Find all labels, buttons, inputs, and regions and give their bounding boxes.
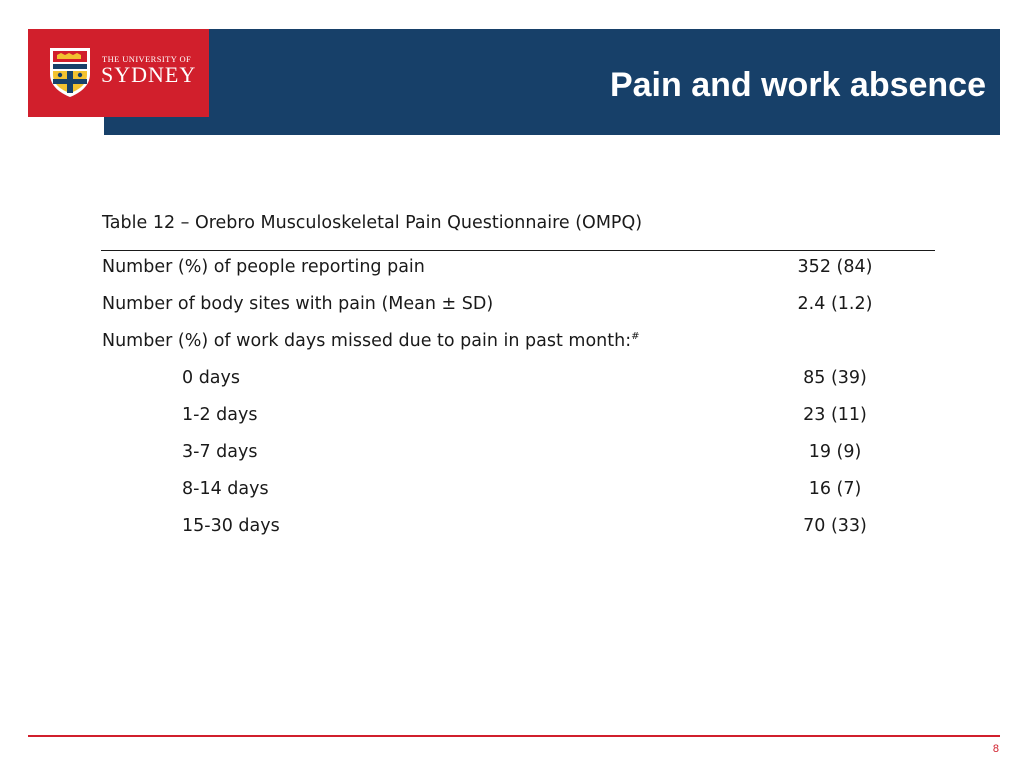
row-value: 23 (11) <box>803 405 867 425</box>
slide-title: Pain and work absence <box>609 66 986 104</box>
table-row <box>0 294 1024 324</box>
university-crest-icon <box>48 46 92 98</box>
row-label-text: Number (%) of work days missed due to pain in past month: <box>102 331 632 351</box>
table-caption: Table 12 – Orebro Musculoskeletal Pain Questionnaire (OMPQ) <box>102 213 643 233</box>
row-label: 8-14 days <box>182 479 269 499</box>
logo-wordmark: SYDNEY <box>101 62 197 87</box>
row-value: 352 (84) <box>797 257 873 277</box>
row-label-group <box>102 331 639 351</box>
table-row <box>0 257 1024 287</box>
page-number: 8 <box>992 743 999 755</box>
table-row <box>0 331 1024 361</box>
row-label: Number (%) of people reporting pain <box>102 257 425 277</box>
row-label: 1-2 days <box>182 405 258 425</box>
table-row <box>0 442 1024 472</box>
table-row <box>0 516 1024 546</box>
row-value: 85 (39) <box>803 368 867 388</box>
table-row <box>0 368 1024 398</box>
footnote-marker: # <box>631 331 640 343</box>
table-row <box>0 405 1024 435</box>
footer-rule <box>28 735 1000 737</box>
row-value: 16 (7) <box>808 479 862 499</box>
row-value: 2.4 (1.2) <box>797 294 873 314</box>
row-label: 0 days <box>182 368 241 388</box>
row-label: 3-7 days <box>182 442 258 462</box>
table-header-rule <box>101 250 935 251</box>
table-row <box>0 479 1024 509</box>
university-logo <box>28 29 209 117</box>
row-label: 15-30 days <box>182 516 280 536</box>
row-label: Number of body sites with pain (Mean ± SD) <box>102 294 494 314</box>
row-value: 19 (9) <box>808 442 862 462</box>
row-value: 70 (33) <box>803 516 867 536</box>
logo-subtitle: THE UNIVERSITY OF <box>102 54 192 64</box>
